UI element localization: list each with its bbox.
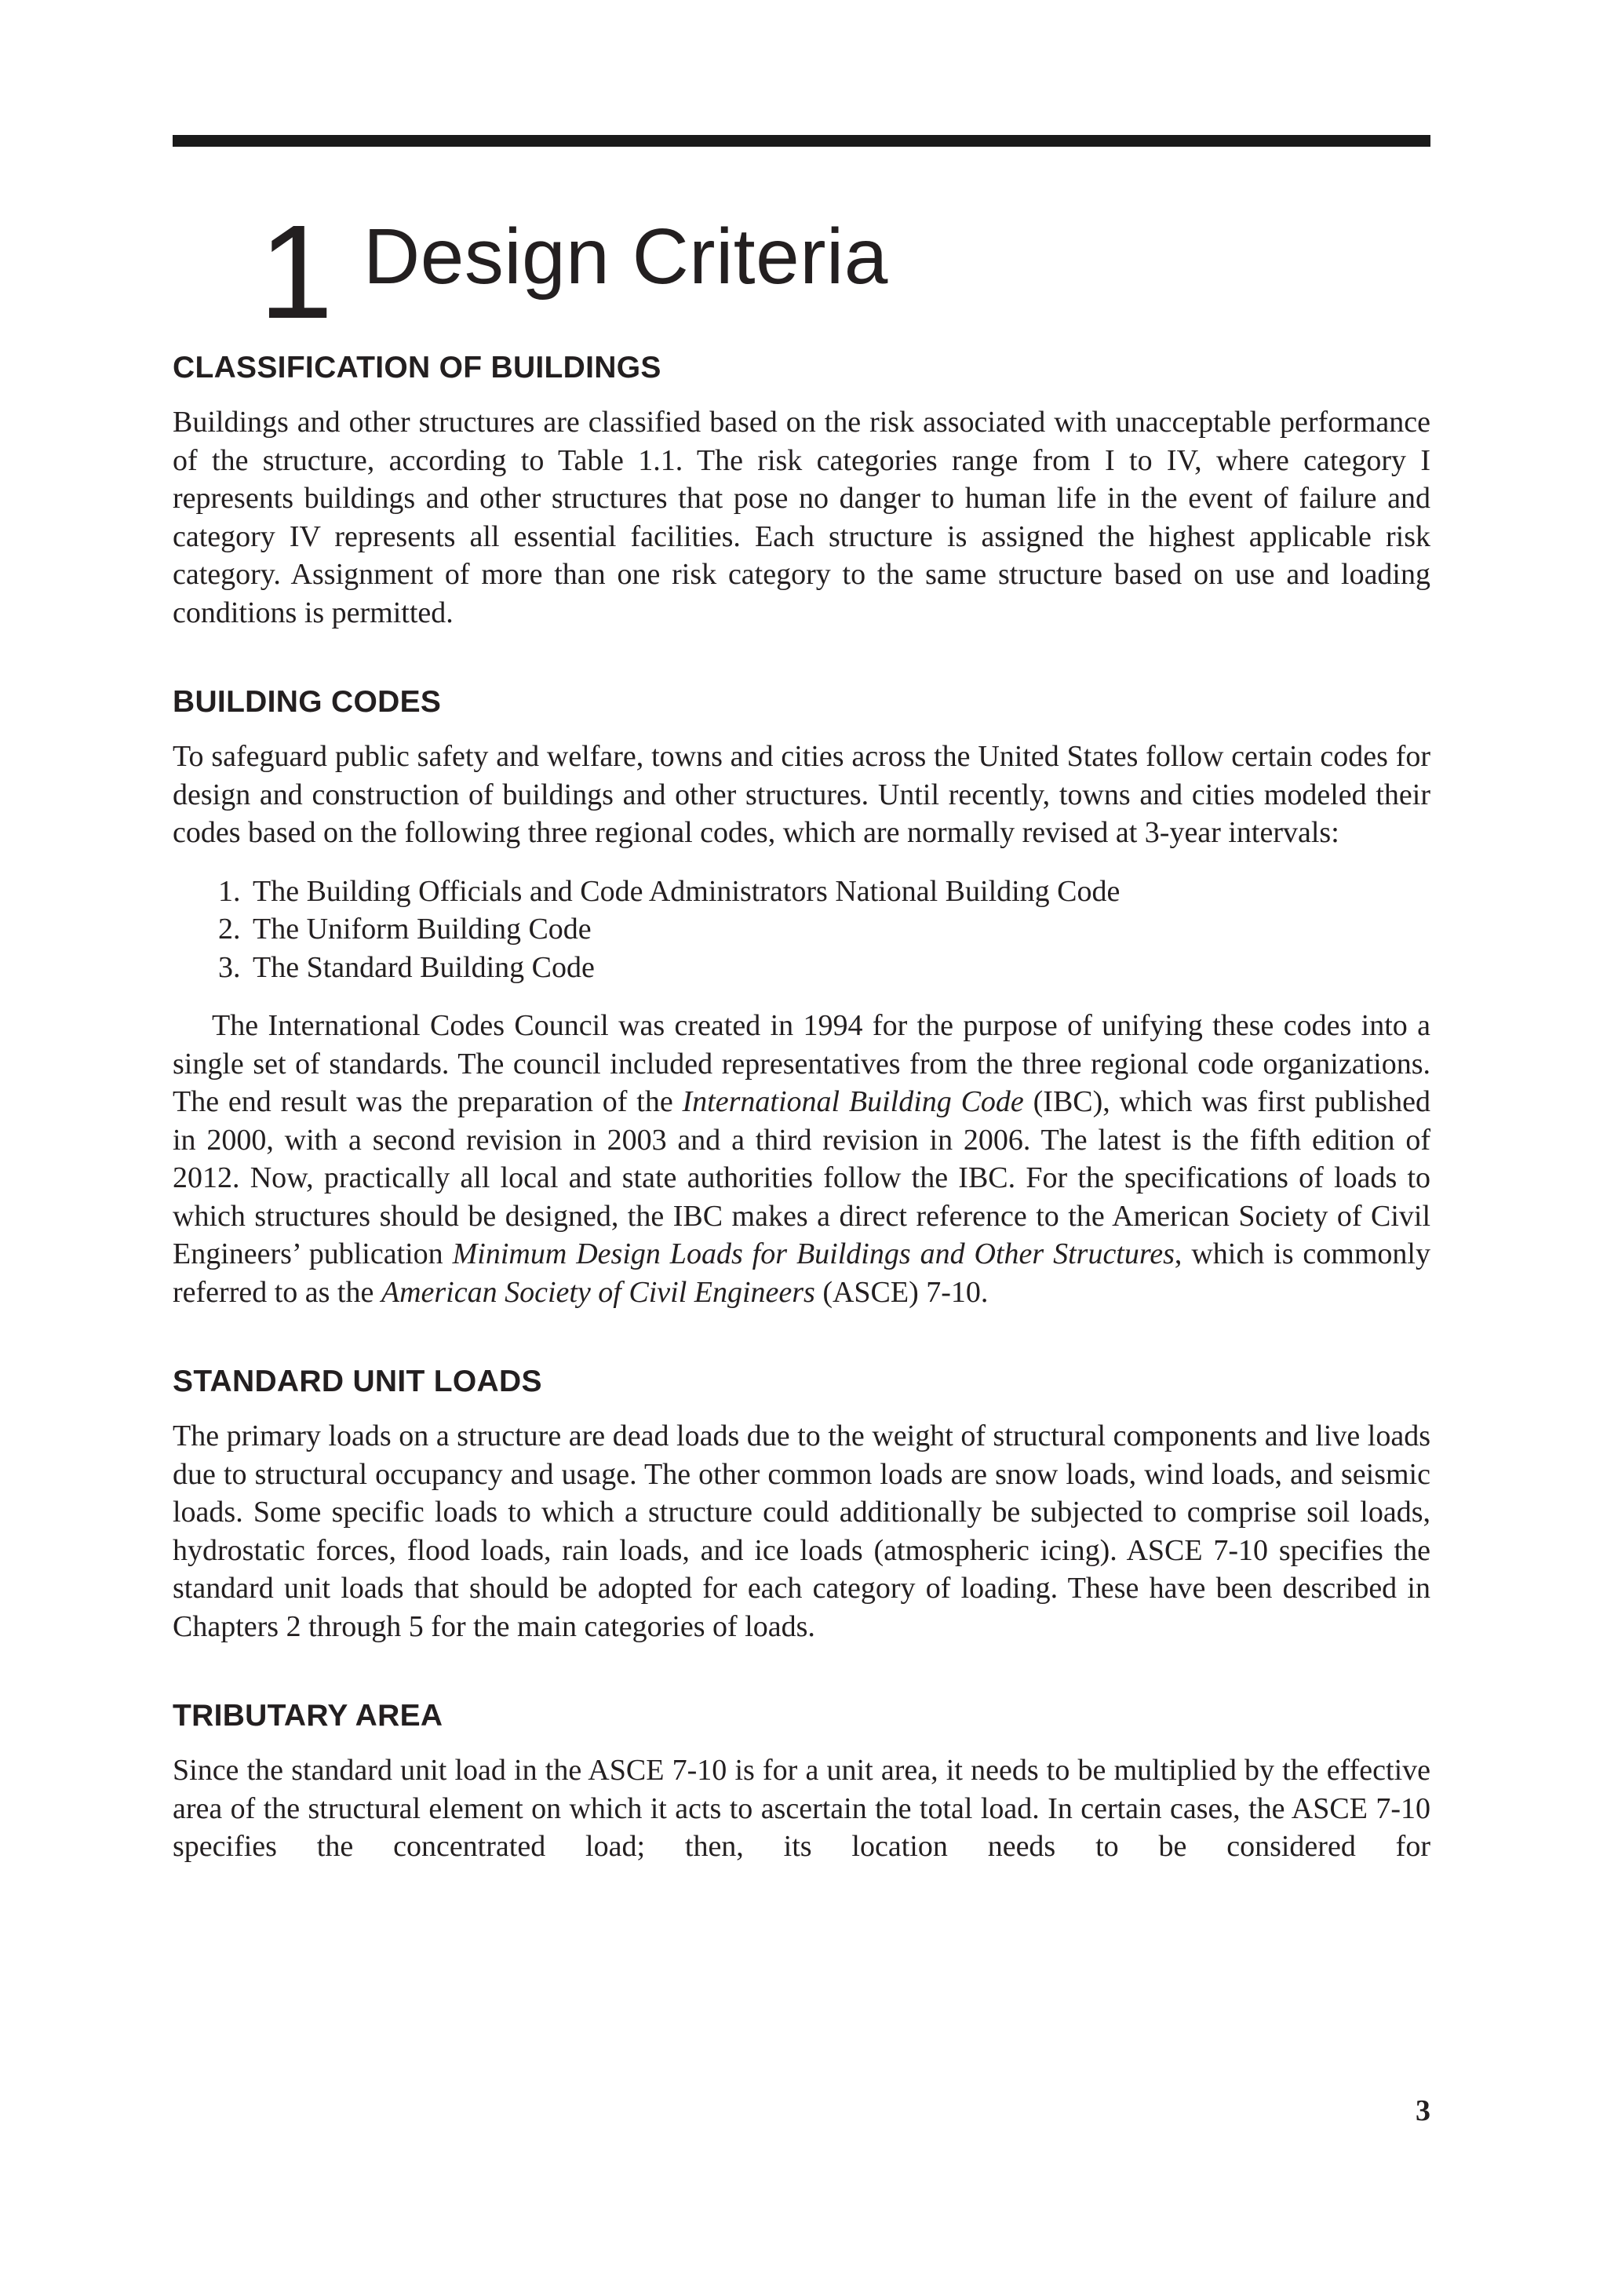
italic-title-asce: American Society of Civil Engineers xyxy=(381,1275,815,1309)
section-paragraph: Since the standard unit load in the ASCE 7-10 is for a unit area, it needs to be multiplied by the effective area of the structural element on which it acts to ascertain the total load. In certain cases, the ASCE 7-10 specifies the concentrated load; then, its location needs to be considered for xyxy=(173,1754,1430,1863)
section-paragraph: Buildings and other structures are classified based on the risk associated with unacceptable performance of the structure, according to Table 1.1. The risk categories range from I to IV, where category I represents buildings and other structures that pose no danger to human life in the event of failure and category IV represents all essential facilities. Each structure is assigned the highest applicable risk category. Assignment of more than one risk category to the same structure based on use and loading conditions is permitted. xyxy=(173,406,1430,629)
list-item: 3. The Standard Building Code xyxy=(248,949,1430,987)
italic-title-asce-publication: Minimum Design Loads for Buildings and Other Structures xyxy=(452,1237,1175,1270)
italic-title-ibc: International Building Code xyxy=(682,1085,1024,1118)
section-paragraph-2 xyxy=(173,1007,1430,1311)
chapter-rule xyxy=(173,135,1430,147)
section-classification xyxy=(173,351,1430,632)
list-item: 2. The Uniform Building Code xyxy=(248,910,1430,949)
section-heading: STANDARD UNIT LOADS xyxy=(173,1365,542,1398)
section-standard-unit-loads xyxy=(173,1365,1430,1645)
section-building-codes xyxy=(173,685,1430,1311)
text-run: The International Codes Council was created in 1994 for the purpose of unifying these codes into a single set of standards. The council included representatives from the three regional code organizations. The end result was the preparation of the xyxy=(173,1009,1430,1118)
section-paragraph: The primary loads on a structure are dead loads due to the weight of structural components and live loads due to structural occupancy and usage. The other common loads are snow loads, wind loads, and seismic loads. Some specific loads to which a structure could additionally be subjected to comprise soil loads, hydrostatic forces, flood loads, rain loads, and ice loads (atmospheric icing). ASCE 7-10 specifies the standard unit loads that should be adopted for each category of loading. These have been described in Chapters 2 through 5 for the main categories of loads. xyxy=(173,1420,1430,1643)
text-run: (IBC), which was first published in 2000, with a second revision in 2003 and a third revision in 2006. The latest is the fifth edition of 2012. Now, practically all local and state authorities follow the IBC. For the specifications of loads to which structures should be designed, the IBC makes a direct reference to the American Society of Civil Engineers’ publication xyxy=(173,1085,1430,1270)
section-heading: BUILDING CODES xyxy=(173,685,442,719)
text-run: , which is commonly referred to as the xyxy=(173,1237,1430,1309)
section-heading: CLASSIFICATION OF BUILDINGS xyxy=(173,351,661,384)
list-item: 1. The Building Officials and Code Administrators National Building Code xyxy=(248,873,1430,911)
section-paragraph: To safeguard public safety and welfare, towns and cities across the United States follow certain codes for design and construction of buildings and other structures. Until recently, towns and cities modeled their codes based on the following three regional codes, which are normally revised at 3-year intervals: xyxy=(173,740,1430,849)
chapter-title: Design Criteria xyxy=(363,213,888,301)
chapter-number: 1 xyxy=(259,198,333,347)
page-number: 3 xyxy=(1416,2094,1430,2127)
section-tributary-area xyxy=(173,1699,1430,1866)
page xyxy=(173,135,1430,1866)
section-heading: TRIBUTARY AREA xyxy=(173,1699,443,1733)
text-run: (ASCE) 7-10. xyxy=(814,1275,989,1309)
regional-codes-list xyxy=(173,873,1430,987)
chapter-header xyxy=(173,147,1430,351)
